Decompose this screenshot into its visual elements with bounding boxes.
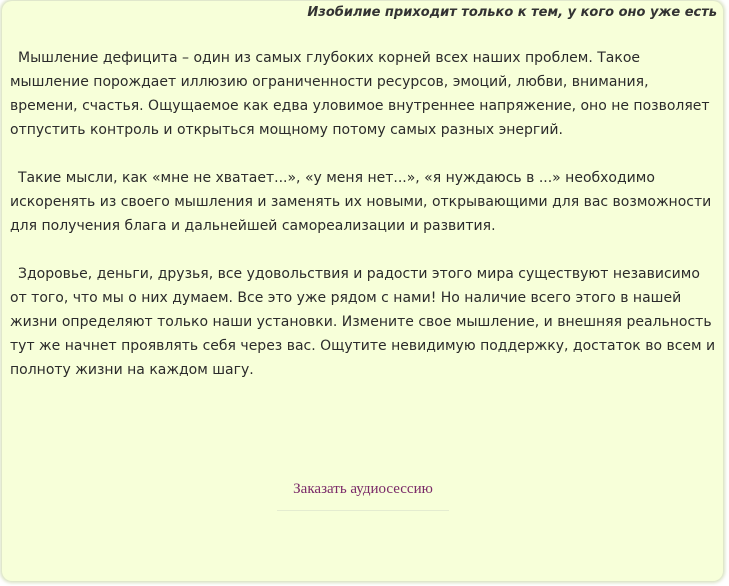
paragraph-3: Здоровье, деньги, друзья, все удовольствия и радости этого мира существуют независимо от того, что мы о них думаем. Все это уже рядом с нами! Но наличие всего этого в нашей жизни определяют только наши установки. Измените свое мышление, и внешняя реальность тут же начнет проявлять себя через вас. Ощутите невидимую поддержку, достаток во всем и полноту жизни на каждом шагу. — [10, 266, 716, 378]
paragraph-1: Мышление дефицита – один из самых глубоких корней всех наших проблем. Такое мышление порождает иллюзию ограниченности ресурсов, эмоций, любви, внимания, времени, счастья. Ощущаемое как едва уловимое внутреннее напряжение, оно не позволяет отпустить контроль и открыться мощному потому самых разных энергий. — [10, 50, 710, 138]
page-heading: Изобилие приходит только к тем, у кого оно уже есть — [307, 5, 717, 20]
order-audiosession-link[interactable]: Заказать аудиосессию — [277, 481, 449, 511]
content-panel — [2, 1, 723, 581]
paragraph-2: Такие мысли, как «мне не хватает...», «у меня нет...», «я нуждаюсь в ...» необходимо искоренять из своего мышления и заменять их новыми, открывающими для вас возможности для получения блага и дальнейшей самореализации и развития. — [10, 170, 712, 234]
article-body — [10, 46, 716, 406]
